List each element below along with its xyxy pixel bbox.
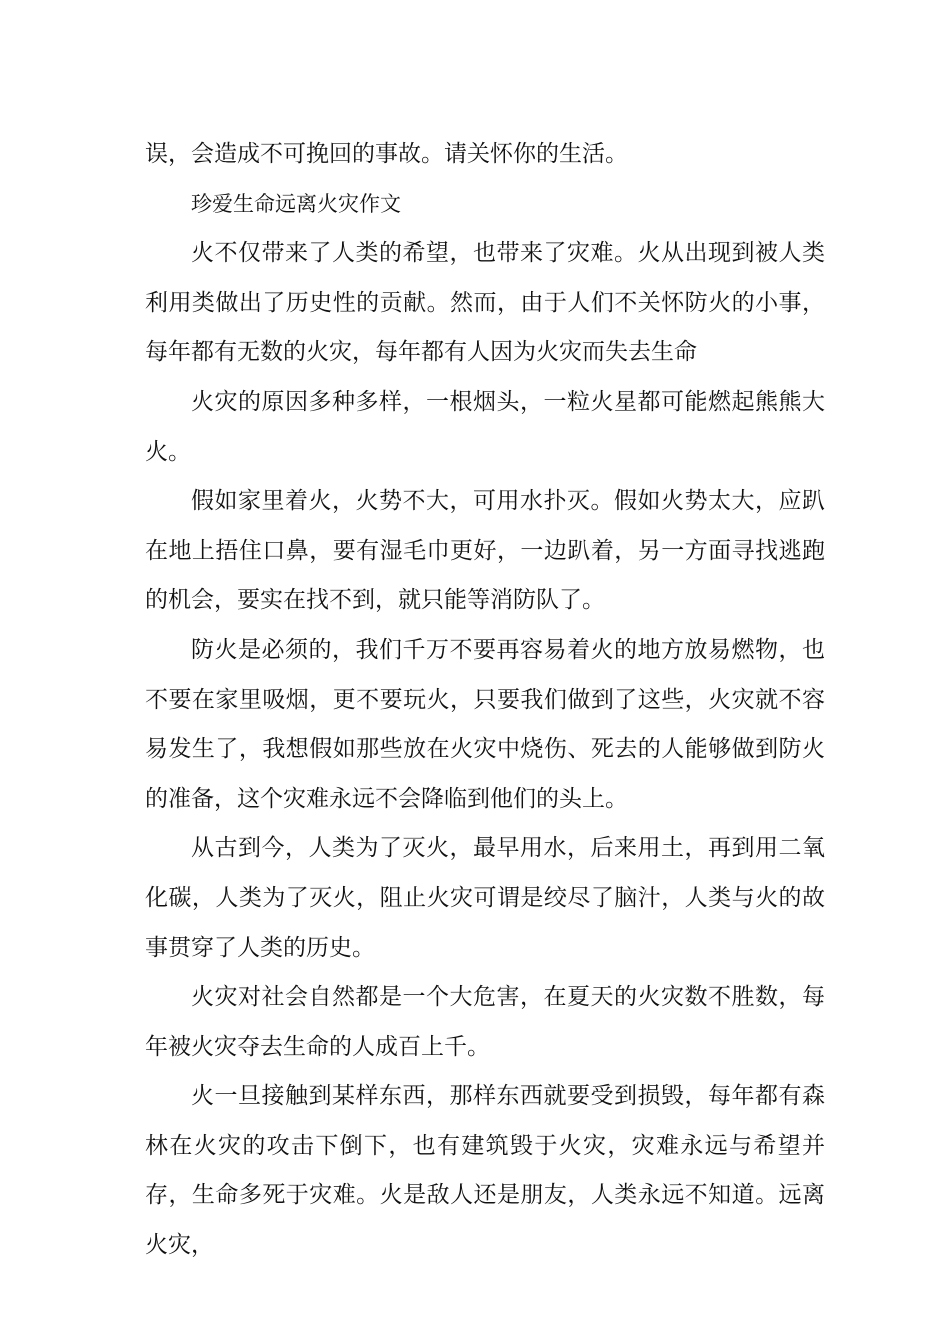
paragraph: 火不仅带来了人类的希望，也带来了灾难。火从出现到被人类利用类做出了历史性的贡献。然而，由于人们不关怀防火的小事，每年都有无数的火灾，每年都有人因为火灾而失去生命 <box>145 240 825 366</box>
essay-title: 珍爱生命远离火灾作文 <box>191 191 401 216</box>
paragraph: 火灾的原因多种多样，一根烟头，一粒火星都可能燃起熊熊大火。 <box>145 388 825 465</box>
paragraph: 防火是必须的，我们千万不要再容易着火的地方放易燃物，也不要在家里吸烟，更不要玩火，只要我们做到了这些，火灾就不容易发生了，我想假如那些放在火灾中烧伤、死去的人能够做到防火的准备，这个灾难永远不会降临到他们的头上。 <box>145 636 825 812</box>
essay-body <box>145 130 825 1271</box>
paragraph: 火灾对社会自然都是一个大危害，在夏天的火灾数不胜数，每年被火灾夺去生命的人成百上千。 <box>145 984 825 1060</box>
paragraph-continuation: 误，会造成不可挽回的事故。请关怀你的生活。 <box>145 141 628 167</box>
paragraph: 假如家里着火，火势不大，可用水扑灭。假如火势太大，应趴在地上捂住口鼻，要有湿毛巾更好，一边趴着，另一方面寻找逃跑的机会，要实在找不到，就只能等消防队了。 <box>145 488 825 614</box>
paragraph: 从古到今，人类为了灭火，最早用水，后来用土，再到用二氧化碳，人类为了灭火，阻止火灾可谓是绞尽了脑汁，人类与火的故事贯穿了人类的历史。 <box>145 835 825 961</box>
paragraph: 火一旦接触到某样东西，那样东西就要受到损毁，每年都有森林在火灾的攻击下倒下，也有建筑毁于火灾，灾难永远与希望并存，生命多死于灾难。火是敌人还是朋友，人类永远不知道。远离火灾， <box>145 1083 825 1259</box>
